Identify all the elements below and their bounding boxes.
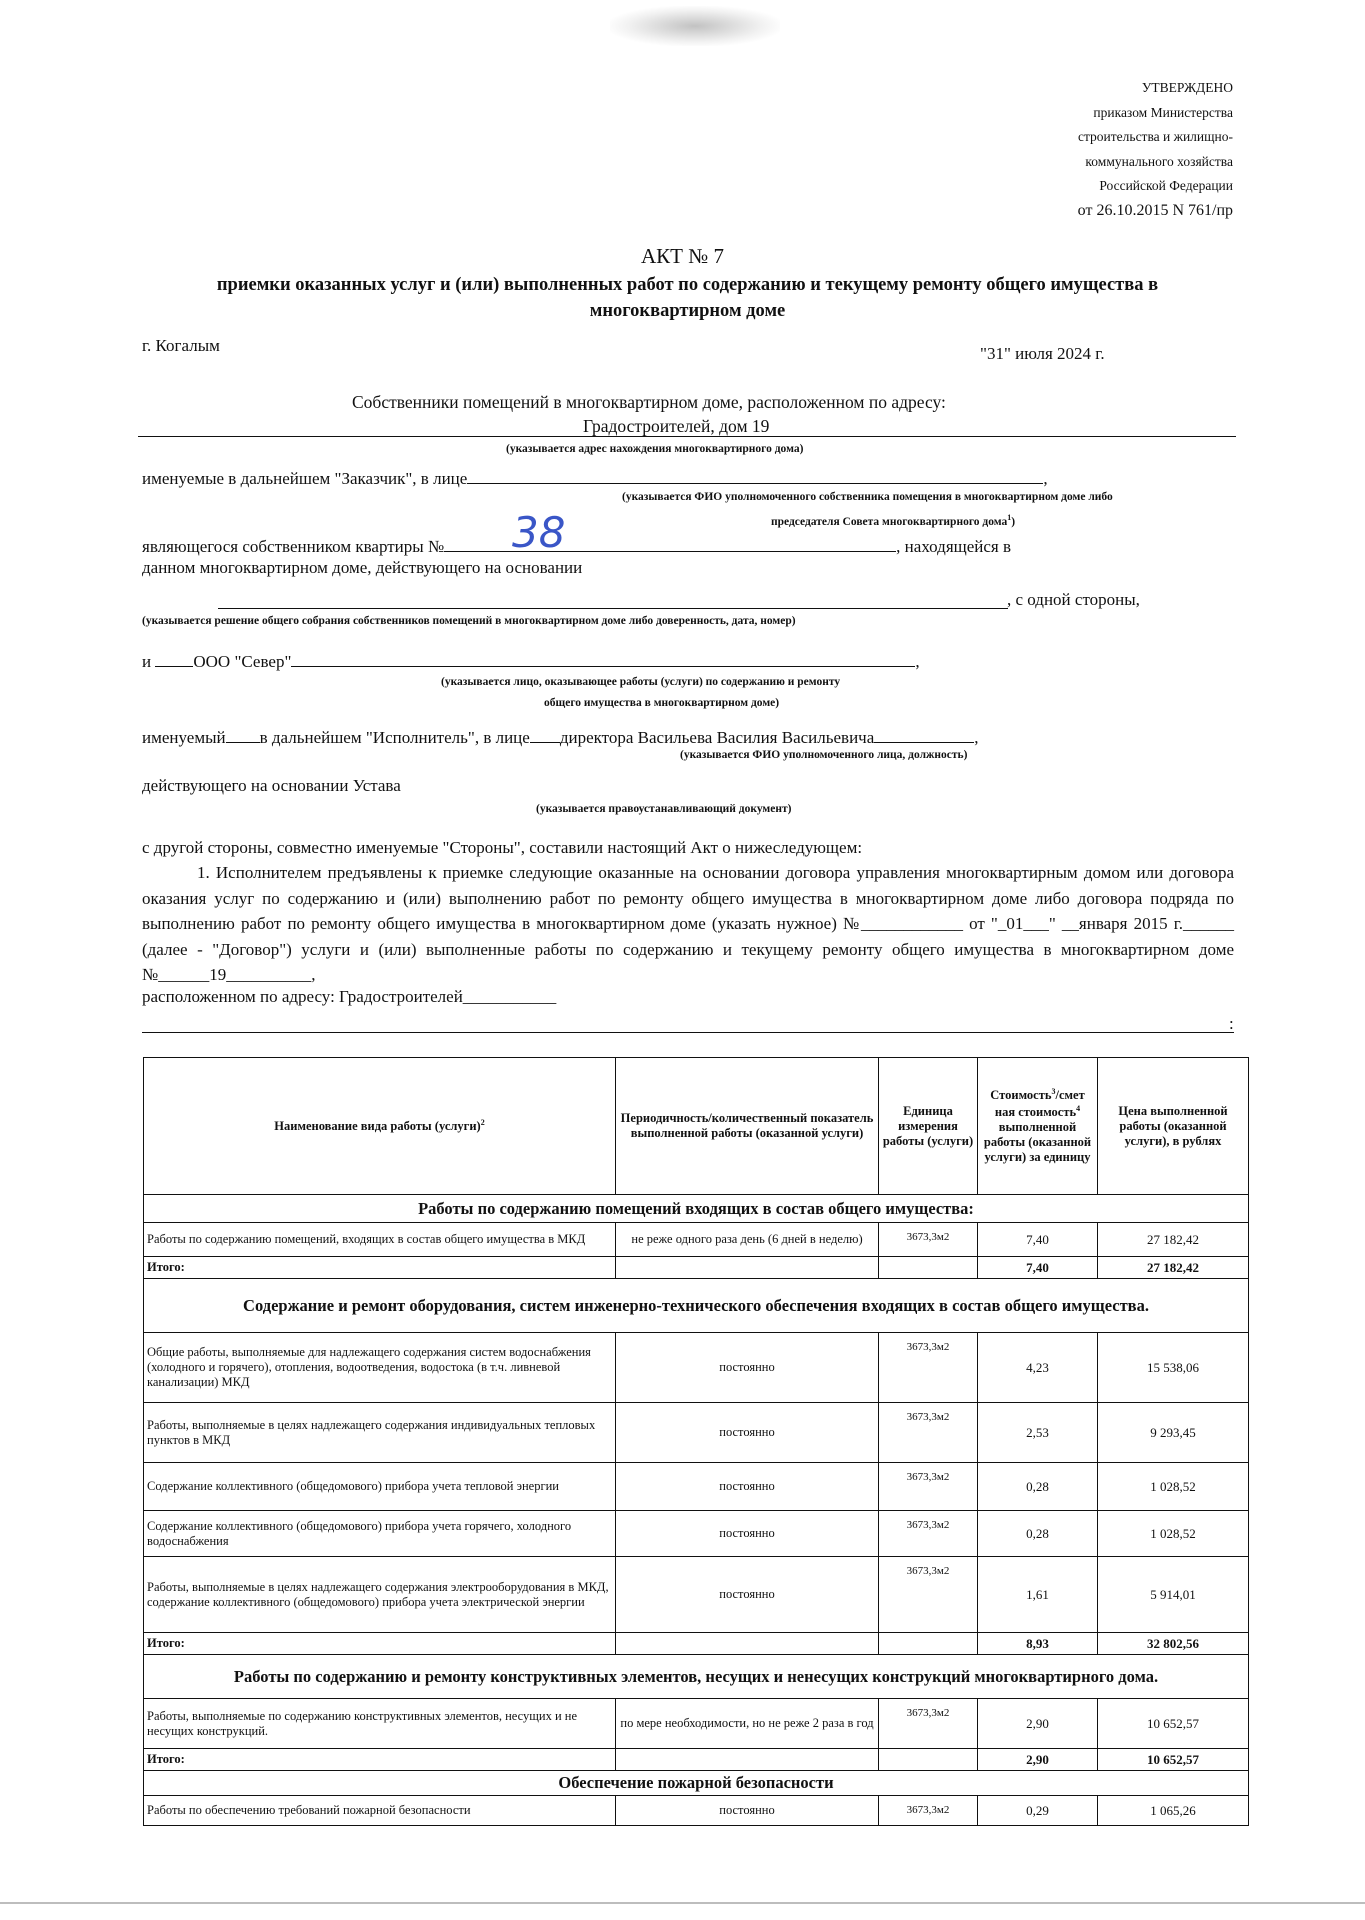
table-row (144, 1333, 1249, 1403)
handwritten-apartment-number: 38 (512, 508, 566, 557)
row-period: постоянно (616, 1557, 879, 1633)
row-unit: 3673,3м2 (879, 1511, 978, 1557)
section-title: Работы по содержанию и ремонту конструктивных элементов, несущих и ненесущих конструкций многоквартирного дома. (144, 1655, 1249, 1699)
total-empty (879, 1633, 978, 1655)
customer-blank[interactable] (467, 465, 1043, 484)
scan-edge-line (0, 1902, 1365, 1904)
row-price: 1 065,26 (1098, 1796, 1249, 1826)
table-row (144, 1699, 1249, 1749)
total-empty (616, 1257, 879, 1279)
section-title: Работы по содержанию помещений входящих в состав общего имущества: (144, 1195, 1249, 1223)
total-row (144, 1257, 1249, 1279)
section-title: Содержание и ремонт оборудования, систем инженерно-технического обеспечения входящих в состав общего имущества. (144, 1279, 1249, 1333)
row-unit: 3673,3м2 (879, 1557, 978, 1633)
paragraph-1-address: расположенном по адресу: Градостроителей___________ (142, 987, 557, 1006)
total-price: 27 182,42 (1098, 1257, 1249, 1279)
approval-block (1078, 76, 1233, 223)
executor-blank-2 (530, 724, 560, 743)
total-cost: 2,90 (978, 1749, 1098, 1771)
executor-note: (указывается ФИО уполномоченного лица, должность) (680, 749, 968, 761)
header-cost (978, 1058, 1098, 1195)
section-row (144, 1655, 1249, 1699)
owners-intro: Собственники помещений в многоквартирном доме, расположенном по адресу: (352, 392, 946, 412)
contractor-blank[interactable] (291, 648, 915, 667)
row-cost: 1,61 (978, 1557, 1098, 1633)
table-row (144, 1557, 1249, 1633)
section-title: Обеспечение пожарной безопасности (144, 1771, 1249, 1796)
row-name: Работы, выполняемые по содержанию конструктивных элементов, несущих и не несущих конструкций. (144, 1699, 616, 1749)
row-period: постоянно (616, 1333, 879, 1403)
executor-person: директора Васильева Василия Васильевича (559, 728, 875, 747)
table-row (144, 1223, 1249, 1257)
basis-note: (указывается решение общего собрания собственников помещений в многоквартирном доме либо доверенность, дата, номер) (142, 615, 796, 627)
approval-line: Российской Федерации (1099, 178, 1233, 193)
total-empty (616, 1633, 879, 1655)
address-note: (указывается адрес нахождения многоквартирного дома) (506, 443, 804, 455)
customer-note-2 (771, 513, 1015, 528)
total-price: 10 652,57 (1098, 1749, 1249, 1771)
basis-line: данном многоквартирном доме, действующего на основании (142, 558, 583, 577)
section-row (144, 1771, 1249, 1796)
executor-blank-1 (226, 724, 260, 743)
row-unit: 3673,3м2 (879, 1796, 978, 1826)
header-name (144, 1058, 616, 1195)
table-row (144, 1403, 1249, 1463)
section-row (144, 1279, 1249, 1333)
other-side: с другой стороны, совместно именуемые "Стороны", составили настоящий Акт о нижеследующем: (142, 838, 863, 857)
row-price: 1 028,52 (1098, 1511, 1249, 1557)
approval-line: строительства и жилищно- (1078, 129, 1233, 144)
row-period: постоянно (616, 1463, 879, 1511)
table-header-row (144, 1058, 1249, 1195)
customer-note-2-end: ) (1011, 515, 1016, 528)
row-cost: 2,53 (978, 1403, 1098, 1463)
footnote-ref: 2 (480, 1117, 485, 1127)
row-price: 9 293,45 (1098, 1403, 1249, 1463)
contractor-note-1: (указывается лицо, оказывающее работы (услуги) по содержанию и ремонту (441, 676, 841, 688)
total-cost: 7,40 (978, 1257, 1098, 1279)
services-table (143, 1057, 1249, 1826)
header-period: Периодичность/количественный показатель выполненной работы (оказанной услуги) (616, 1058, 879, 1195)
row-period: постоянно (616, 1511, 879, 1557)
table-row (144, 1463, 1249, 1511)
header-cost-c: выполненной работы (оказанной услуги) за единицу (983, 1119, 1092, 1164)
address: Градостроителей, дом 19 (583, 416, 770, 436)
act-title: АКТ № 7 (640, 244, 725, 268)
section-row (144, 1195, 1249, 1223)
row-period: по мере необходимости, но не реже 2 раза в год (616, 1699, 879, 1749)
row-period: постоянно (616, 1403, 879, 1463)
and-label: и (142, 652, 152, 671)
row-cost: 0,28 (978, 1511, 1098, 1557)
footnote-ref: 4 (1076, 1103, 1081, 1113)
acting-note: (указывается правоустанавливающий документ) (536, 803, 792, 815)
row-cost: 0,29 (978, 1796, 1098, 1826)
apartment-label: являющегося собственником квартиры № (142, 537, 445, 556)
header-name-text: Наименование вида работы (услуги) (274, 1119, 481, 1134)
basis-blank[interactable] (218, 590, 1008, 609)
row-price: 15 538,06 (1098, 1333, 1249, 1403)
table-row (144, 1511, 1249, 1557)
total-empty (879, 1749, 978, 1771)
row-unit: 3673,3м2 (879, 1699, 978, 1749)
scan-artifact (610, 6, 780, 46)
row-cost: 4,23 (978, 1333, 1098, 1403)
contractor-note-2: общего имущества в многоквартирном доме) (544, 697, 780, 709)
table-row (144, 1796, 1249, 1826)
customer-note-1: (указывается ФИО уполномоченного собственника помещения в многоквартирном доме либо (622, 491, 1113, 503)
row-price: 5 914,01 (1098, 1557, 1249, 1633)
row-unit: 3673,3м2 (879, 1403, 978, 1463)
row-name: Работы, выполняемые в целях надлежащего содержания индивидуальных тепловых пунктов в МКД (144, 1403, 616, 1463)
total-label: Итого: (144, 1633, 616, 1655)
row-name: Содержание коллективного (общедомового) прибора учета тепловой энергии (144, 1463, 616, 1511)
total-empty (879, 1257, 978, 1279)
header-cost-a: Стоимость (990, 1088, 1052, 1103)
row-name: Работы по обеспечению требований пожарной безопасности (144, 1796, 616, 1826)
executor-blank-3[interactable] (874, 724, 974, 743)
row-period: постоянно (616, 1796, 879, 1826)
row-name: Содержание коллективного (общедомового) прибора учета горячего, холодного водоснабжения (144, 1511, 616, 1557)
row-unit: 3673,3м2 (879, 1463, 978, 1511)
address-extra-line (142, 1012, 1234, 1033)
apartment-suffix: , находящейся в (896, 537, 1012, 556)
city: г. Когалым (142, 336, 220, 355)
total-price: 32 802,56 (1098, 1633, 1249, 1655)
header-cost-b: /смет ная стоимость (994, 1088, 1085, 1119)
colon: : (1229, 1014, 1234, 1033)
contractor-line: и ООО "Север" , (142, 648, 920, 672)
header-price: Цена выполненной работы (оказанной услуги), в рублях (1098, 1058, 1249, 1195)
footnote-ref: 3 (1051, 1087, 1056, 1097)
acting-basis: действующего на основании Устава (142, 776, 401, 795)
total-label: Итого: (144, 1749, 616, 1771)
row-price: 1 028,52 (1098, 1463, 1249, 1511)
customer-line: именуемые в дальнейшем "Заказчик", в лице , (142, 465, 1048, 489)
row-name: Работы, выполняемые в целях надлежащего содержания электрооборудования в МКД, содержание коллективного (общедомового) прибора учета электрической энергии (144, 1557, 616, 1633)
paragraph-1: 1. Исполнителем предъявлены к приемке следующие оказанные на основании договора управления многоквартирным домом или договора оказания услуг по содержанию и (или) выполнению работ по ремонту общего имущества в многоквартирном доме либо договора подряда по выполнению работ по ремонту общего имущества в многоквартирном доме (указать нужное) №____________ от "_01___" __января 2015 г.______ (далее - "Договор") услуги и (или) выполненные работы по содержанию и текущему ремонту общего имущества в многоквартирном доме №______19__________, (142, 863, 1234, 984)
header-unit: Единица измерения работы (услуги) (879, 1058, 978, 1195)
row-price: 27 182,42 (1098, 1223, 1249, 1257)
row-unit: 3673,3м2 (879, 1223, 978, 1257)
row-cost: 7,40 (978, 1223, 1098, 1257)
apartment-line (142, 533, 1011, 557)
row-cost: 2,90 (978, 1699, 1098, 1749)
approval-line: УТВЕРЖДЕНО (1141, 80, 1233, 95)
total-label: Итого: (144, 1257, 616, 1279)
total-cost: 8,93 (978, 1633, 1098, 1655)
customer-note-2-text: председателя Совета многоквартирного дома (771, 515, 1008, 528)
executor-line: именуемый в дальнейшем "Исполнитель", в лице директора Васильева Василия Васильевича , (142, 724, 979, 748)
contractor-name: ООО "Север" (193, 652, 292, 671)
customer-label: именуемые в дальнейшем "Заказчик", в лице (142, 469, 468, 488)
row-period: не реже одного раза день (6 дней в неделю) (616, 1223, 879, 1257)
act-subtitle: приемки оказанных услуг и (или) выполненных работ по содержанию и текущему ремонту общего имущества в многоквартирном доме (216, 275, 1159, 321)
approval-line: приказом Министерства (1093, 104, 1233, 120)
act-date: "31" июля 2024 г. (980, 344, 1105, 363)
row-unit: 3673,3м2 (879, 1333, 978, 1403)
one-side: , с одной стороны, (1007, 590, 1140, 609)
approval-order: от 26.10.2015 N 761/пр (1077, 201, 1233, 219)
total-row (144, 1633, 1249, 1655)
row-cost: 0,28 (978, 1463, 1098, 1511)
approval-line: коммунального хозяйства (1085, 153, 1233, 169)
footnote-ref: 1 (1007, 513, 1012, 522)
executor-label: именуемый (142, 728, 226, 747)
row-price: 10 652,57 (1098, 1699, 1249, 1749)
total-row (144, 1749, 1249, 1771)
contractor-pre-blank (155, 648, 193, 667)
row-name: Работы по содержанию помещений, входящих в состав общего имущества в МКД (144, 1223, 616, 1257)
row-name: Общие работы, выполняемые для надлежащего содержания систем водоснабжения (холодного и горячего), отопления, водоотведения, водостока (в т.ч. ливневой канализации) МКД (144, 1333, 616, 1403)
total-empty (616, 1749, 879, 1771)
executor-mid: в дальнейшем "Исполнитель", в лице (259, 728, 530, 747)
